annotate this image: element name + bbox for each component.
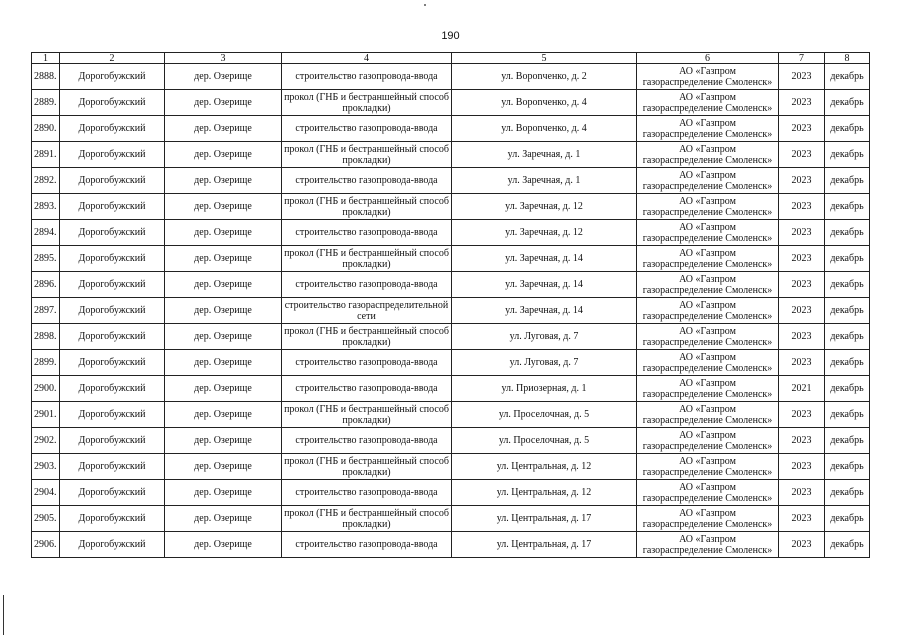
address-cell: ул. Приозерная, д. 1 xyxy=(452,376,637,402)
address-cell: ул. Луговая, д. 7 xyxy=(452,324,637,350)
month-cell: декабрь xyxy=(825,142,870,168)
month-cell: декабрь xyxy=(825,246,870,272)
month-cell: декабрь xyxy=(825,454,870,480)
row-number-cell: 2903. xyxy=(32,454,60,480)
locality-cell: дер. Озерище xyxy=(165,272,282,298)
scan-speck xyxy=(424,4,426,6)
address-cell: ул. Центральная, д. 17 xyxy=(452,506,637,532)
address-cell: ул. Заречная, д. 14 xyxy=(452,272,637,298)
address-cell: ул. Центральная, д. 17 xyxy=(452,532,637,558)
year-cell: 2023 xyxy=(779,90,825,116)
locality-cell: дер. Озерище xyxy=(165,480,282,506)
district-cell: Дорогобужский xyxy=(60,116,165,142)
table-row xyxy=(32,532,870,558)
district-cell: Дорогобужский xyxy=(60,324,165,350)
address-cell: ул. Заречная, д. 12 xyxy=(452,220,637,246)
address-cell: ул. Заречная, д. 12 xyxy=(452,194,637,220)
work-type-cell: строительство газораспределительной сети xyxy=(282,298,452,324)
month-cell: декабрь xyxy=(825,116,870,142)
address-cell: ул. Луговая, д. 7 xyxy=(452,350,637,376)
year-cell: 2023 xyxy=(779,298,825,324)
locality-cell: дер. Озерище xyxy=(165,376,282,402)
organization-cell: АО «Газпром газораспределение Смоленск» xyxy=(637,350,779,376)
district-cell: Дорогобужский xyxy=(60,350,165,376)
organization-cell: АО «Газпром газораспределение Смоленск» xyxy=(637,532,779,558)
locality-cell: дер. Озерище xyxy=(165,428,282,454)
year-cell: 2023 xyxy=(779,350,825,376)
year-cell: 2023 xyxy=(779,64,825,90)
table-row xyxy=(32,506,870,532)
table-row xyxy=(32,90,870,116)
table-row xyxy=(32,480,870,506)
organization-cell: АО «Газпром газораспределение Смоленск» xyxy=(637,480,779,506)
table-row xyxy=(32,246,870,272)
address-cell: ул. Проселочная, д. 5 xyxy=(452,402,637,428)
work-type-cell: строительство газопровода-ввода xyxy=(282,350,452,376)
district-cell: Дорогобужский xyxy=(60,90,165,116)
work-type-cell: прокол (ГНБ и бестраншейный способ прокладки) xyxy=(282,194,452,220)
year-cell: 2021 xyxy=(779,376,825,402)
row-number-cell: 2889. xyxy=(32,90,60,116)
row-number-cell: 2906. xyxy=(32,532,60,558)
district-cell: Дорогобужский xyxy=(60,298,165,324)
organization-cell: АО «Газпром газораспределение Смоленск» xyxy=(637,402,779,428)
year-cell: 2023 xyxy=(779,194,825,220)
organization-cell: АО «Газпром газораспределение Смоленск» xyxy=(637,168,779,194)
month-cell: декабрь xyxy=(825,64,870,90)
address-cell: ул. Заречная, д. 14 xyxy=(452,246,637,272)
year-cell: 2023 xyxy=(779,272,825,298)
district-cell: Дорогобужский xyxy=(60,220,165,246)
header-cell: 7 xyxy=(779,53,825,64)
organization-cell: АО «Газпром газораспределение Смоленск» xyxy=(637,220,779,246)
year-cell: 2023 xyxy=(779,480,825,506)
address-cell: ул. Проселочная, д. 5 xyxy=(452,428,637,454)
row-number-cell: 2898. xyxy=(32,324,60,350)
month-cell: декабрь xyxy=(825,376,870,402)
table-row xyxy=(32,428,870,454)
work-type-cell: прокол (ГНБ и бестраншейный способ прокладки) xyxy=(282,90,452,116)
organization-cell: АО «Газпром газораспределение Смоленск» xyxy=(637,116,779,142)
row-number-cell: 2897. xyxy=(32,298,60,324)
month-cell: декабрь xyxy=(825,298,870,324)
address-cell: ул. Ворonченко, д. 2 xyxy=(452,64,637,90)
table-body xyxy=(32,64,870,558)
page-number: 190 xyxy=(441,30,460,42)
month-cell: декабрь xyxy=(825,532,870,558)
table-row xyxy=(32,272,870,298)
work-type-cell: прокол (ГНБ и бестраншейный способ прокладки) xyxy=(282,402,452,428)
row-number-cell: 2905. xyxy=(32,506,60,532)
row-number-cell: 2902. xyxy=(32,428,60,454)
address-cell: ул. Заречная, д. 14 xyxy=(452,298,637,324)
header-row xyxy=(32,53,870,64)
locality-cell: дер. Озерище xyxy=(165,324,282,350)
scan-edge-mark xyxy=(3,595,4,635)
locality-cell: дер. Озерище xyxy=(165,194,282,220)
district-cell: Дорогобужский xyxy=(60,64,165,90)
organization-cell: АО «Газпром газораспределение Смоленск» xyxy=(637,298,779,324)
table-row xyxy=(32,116,870,142)
locality-cell: дер. Озерище xyxy=(165,168,282,194)
work-type-cell: строительство газопровода-ввода xyxy=(282,220,452,246)
table-row xyxy=(32,64,870,90)
month-cell: декабрь xyxy=(825,324,870,350)
locality-cell: дер. Озерище xyxy=(165,350,282,376)
month-cell: декабрь xyxy=(825,480,870,506)
organization-cell: АО «Газпром газораспределение Смоленск» xyxy=(637,506,779,532)
district-cell: Дорогобужский xyxy=(60,402,165,428)
row-number-cell: 2892. xyxy=(32,168,60,194)
work-type-cell: строительство газопровода-ввода xyxy=(282,480,452,506)
organization-cell: АО «Газпром газораспределение Смоленск» xyxy=(637,324,779,350)
address-cell: ул. Ворonченко, д. 4 xyxy=(452,116,637,142)
district-cell: Дорогобужский xyxy=(60,506,165,532)
header-cell: 2 xyxy=(60,53,165,64)
district-cell: Дорогобужский xyxy=(60,272,165,298)
organization-cell: АО «Газпром газораспределение Смоленск» xyxy=(637,272,779,298)
year-cell: 2023 xyxy=(779,168,825,194)
district-cell: Дорогобужский xyxy=(60,532,165,558)
district-cell: Дорогобужский xyxy=(60,168,165,194)
work-type-cell: строительство газопровода-ввода xyxy=(282,168,452,194)
address-cell: ул. Центральная, д. 12 xyxy=(452,480,637,506)
table-row xyxy=(32,402,870,428)
table-row xyxy=(32,220,870,246)
table-row xyxy=(32,298,870,324)
month-cell: декабрь xyxy=(825,90,870,116)
organization-cell: АО «Газпром газораспределение Смоленск» xyxy=(637,428,779,454)
table-row xyxy=(32,194,870,220)
table-row xyxy=(32,454,870,480)
organization-cell: АО «Газпром газораспределение Смоленск» xyxy=(637,64,779,90)
year-cell: 2023 xyxy=(779,246,825,272)
work-type-cell: прокол (ГНБ и бестраншейный способ прокладки) xyxy=(282,246,452,272)
locality-cell: дер. Озерище xyxy=(165,220,282,246)
district-cell: Дорогобужский xyxy=(60,142,165,168)
table-row xyxy=(32,376,870,402)
locality-cell: дер. Озерище xyxy=(165,454,282,480)
row-number-cell: 2894. xyxy=(32,220,60,246)
year-cell: 2023 xyxy=(779,506,825,532)
row-number-cell: 2890. xyxy=(32,116,60,142)
year-cell: 2023 xyxy=(779,220,825,246)
address-cell: ул. Заречная, д. 1 xyxy=(452,142,637,168)
district-cell: Дорогобужский xyxy=(60,376,165,402)
work-type-cell: прокол (ГНБ и бестраншейный способ прокладки) xyxy=(282,454,452,480)
header-cell: 6 xyxy=(637,53,779,64)
work-type-cell: строительство газопровода-ввода xyxy=(282,116,452,142)
month-cell: декабрь xyxy=(825,220,870,246)
table-row xyxy=(32,324,870,350)
row-number-cell: 2896. xyxy=(32,272,60,298)
month-cell: декабрь xyxy=(825,428,870,454)
year-cell: 2023 xyxy=(779,532,825,558)
header-cell: 4 xyxy=(282,53,452,64)
district-cell: Дорогобужский xyxy=(60,428,165,454)
address-cell: ул. Заречная, д. 1 xyxy=(452,168,637,194)
year-cell: 2023 xyxy=(779,428,825,454)
organization-cell: АО «Газпром газораспределение Смоленск» xyxy=(637,246,779,272)
address-cell: ул. Центральная, д. 12 xyxy=(452,454,637,480)
row-number-cell: 2899. xyxy=(32,350,60,376)
year-cell: 2023 xyxy=(779,454,825,480)
table-row xyxy=(32,168,870,194)
locality-cell: дер. Озерище xyxy=(165,506,282,532)
work-type-cell: строительство газопровода-ввода xyxy=(282,272,452,298)
district-cell: Дорогобужский xyxy=(60,246,165,272)
year-cell: 2023 xyxy=(779,142,825,168)
work-type-cell: прокол (ГНБ и бестраншейный способ прокладки) xyxy=(282,142,452,168)
locality-cell: дер. Озерище xyxy=(165,532,282,558)
district-cell: Дорогобужский xyxy=(60,194,165,220)
locality-cell: дер. Озерище xyxy=(165,142,282,168)
month-cell: декабрь xyxy=(825,350,870,376)
plan-table xyxy=(31,52,870,558)
locality-cell: дер. Озерище xyxy=(165,246,282,272)
year-cell: 2023 xyxy=(779,324,825,350)
organization-cell: АО «Газпром газораспределение Смоленск» xyxy=(637,194,779,220)
locality-cell: дер. Озерище xyxy=(165,64,282,90)
row-number-cell: 2904. xyxy=(32,480,60,506)
work-type-cell: прокол (ГНБ и бестраншейный способ прокладки) xyxy=(282,324,452,350)
month-cell: декабрь xyxy=(825,194,870,220)
district-cell: Дорогобужский xyxy=(60,480,165,506)
table-row xyxy=(32,142,870,168)
row-number-cell: 2888. xyxy=(32,64,60,90)
month-cell: декабрь xyxy=(825,168,870,194)
header-cell: 3 xyxy=(165,53,282,64)
locality-cell: дер. Озерище xyxy=(165,402,282,428)
work-type-cell: строительство газопровода-ввода xyxy=(282,532,452,558)
organization-cell: АО «Газпром газораспределение Смоленск» xyxy=(637,454,779,480)
row-number-cell: 2901. xyxy=(32,402,60,428)
header-cell: 8 xyxy=(825,53,870,64)
address-cell: ул. Ворonченко, д. 4 xyxy=(452,90,637,116)
locality-cell: дер. Озерище xyxy=(165,90,282,116)
organization-cell: АО «Газпром газораспределение Смоленск» xyxy=(637,142,779,168)
year-cell: 2023 xyxy=(779,116,825,142)
month-cell: декабрь xyxy=(825,272,870,298)
row-number-cell: 2893. xyxy=(32,194,60,220)
work-type-cell: прокол (ГНБ и бестраншейный способ прокладки) xyxy=(282,506,452,532)
row-number-cell: 2891. xyxy=(32,142,60,168)
organization-cell: АО «Газпром газораспределение Смоленск» xyxy=(637,90,779,116)
row-number-cell: 2895. xyxy=(32,246,60,272)
month-cell: декабрь xyxy=(825,402,870,428)
work-type-cell: строительство газопровода-ввода xyxy=(282,428,452,454)
organization-cell: АО «Газпром газораспределение Смоленск» xyxy=(637,376,779,402)
district-cell: Дорогобужский xyxy=(60,454,165,480)
year-cell: 2023 xyxy=(779,402,825,428)
locality-cell: дер. Озерище xyxy=(165,116,282,142)
work-type-cell: строительство газопровода-ввода xyxy=(282,376,452,402)
month-cell: декабрь xyxy=(825,506,870,532)
locality-cell: дер. Озерище xyxy=(165,298,282,324)
row-number-cell: 2900. xyxy=(32,376,60,402)
table-row xyxy=(32,350,870,376)
header-cell: 1 xyxy=(32,53,60,64)
header-cell: 5 xyxy=(452,53,637,64)
work-type-cell: строительство газопровода-ввода xyxy=(282,64,452,90)
